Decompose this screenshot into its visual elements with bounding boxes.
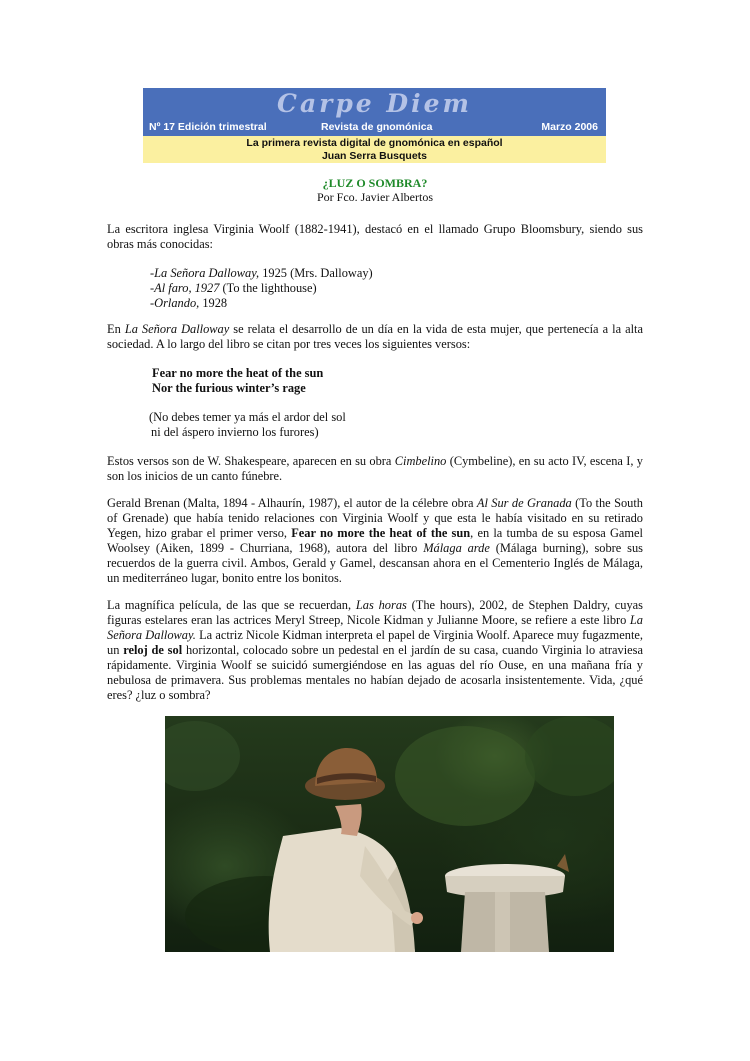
- article-title: ¿LUZ O SOMBRA?: [322, 176, 428, 190]
- editor-name: Juan Serra Busquets: [321, 149, 428, 162]
- paragraph-shakespeare: [107, 454, 643, 484]
- masthead-tagline-band: [143, 136, 606, 163]
- verse-translation: [149, 410, 346, 440]
- text-run: , en la tumba de su esposa Gamel Woolsey (Aiken, 1899 - Churriana, 1968), autora del libro: [107, 526, 643, 555]
- tagline: La primera revista digital de gnomónica en español: [246, 137, 503, 149]
- book-title: Al Sur de Granada: [476, 496, 572, 510]
- article-header: [0, 176, 750, 204]
- paragraph-text: La escritora inglesa Virginia Woolf (1882-1941), destacó en el llamado Grupo Bloomsbury, siendo sus obras más conocidas:: [107, 222, 643, 251]
- paragraph-text: [107, 496, 643, 586]
- text-run: Estos versos son de W. Shakespeare, aparecen en su obra: [107, 454, 395, 468]
- text-run: En: [107, 322, 125, 336]
- quoted-verse: Fear no more the heat of the sun: [291, 526, 471, 540]
- issue-label: Nº 17 Edición trimestral: [149, 121, 267, 133]
- paragraph-dalloway: [107, 322, 643, 352]
- paragraph-brenan: [107, 496, 643, 586]
- text-run: Gerald Brenan (Malta, 1894 - Alhaurín, 1987), el autor de la célebre obra: [107, 496, 477, 510]
- text-run: (Cymbeline), en su acto IV, escena I, y son los inicios de un canto fúnebre.: [107, 454, 643, 483]
- magazine-subtitle: Revista de gnomónica: [321, 121, 433, 133]
- paragraph-text: [107, 322, 643, 352]
- sundial-term: reloj de sol: [123, 643, 183, 657]
- book-title: Cimbelino: [394, 454, 447, 468]
- translation-line: (No debes temer ya más el ardor del sol: [149, 410, 346, 424]
- masthead-info-row: [149, 120, 598, 134]
- work-title: Al faro, 1927: [154, 281, 220, 295]
- text-run: La actriz Nicole Kidman interpreta el papel de Virginia Woolf. Aparece muy fugazmente, un: [107, 628, 643, 657]
- verse-quote: [152, 366, 323, 396]
- paragraph-intro: [107, 222, 643, 252]
- text-run: La magnífica película, de las que se recuerdan,: [107, 598, 356, 612]
- work-detail: 1928: [199, 296, 228, 310]
- list-item: -La Señora Dalloway, 1925 (Mrs. Dalloway): [150, 266, 373, 280]
- book-title: La Señora Dalloway.: [107, 613, 643, 642]
- book-title: La Señora Dalloway: [124, 322, 230, 336]
- masthead-banner: [143, 88, 606, 136]
- work-detail: (To the lighthouse): [219, 281, 317, 295]
- film-still-drawing: [165, 716, 614, 952]
- list-item: -Al faro, 1927 (To the lighthouse): [150, 281, 317, 295]
- film-title: Las horas: [355, 598, 407, 612]
- text-run: horizontal, colocado sobre un pedestal en el jardín de su casa, cuando Virginia lo atraviesa rápidamente. Virginia Woolf se suicidó sumergiéndose en las aguas del río Ouse, en una mañana fría y nebulosa de primavera. Sus problemas mentales no habían dejado de acosarla insistentemente. Vida, ¿qué eres? ¿luz o sombra?: [107, 643, 643, 702]
- article-author: Por Fco. Javier Albertos: [317, 190, 433, 204]
- paragraph-text: [107, 454, 643, 484]
- text-run: se relata el desarrollo de un día en la vida de esta mujer, que pertenecía a la alta sociedad. A lo largo del libro se citan por tres veces los siguientes versos:: [107, 322, 643, 351]
- issue-date: Marzo 2006: [541, 121, 598, 133]
- work-title: La Señora Dalloway,: [154, 266, 260, 280]
- verse-line: Nor the furious winter’s rage: [152, 381, 306, 395]
- magazine-logo-title: Carpe Diem: [277, 89, 472, 118]
- book-title: Málaga arde: [423, 541, 490, 555]
- verse-line: Fear no more the heat of the sun: [152, 366, 324, 380]
- masthead: [143, 88, 606, 163]
- text-run: (The hours), 2002, de Stephen Daldry, cuyas figuras estelares eran las actrices Meryl Streep, Nicole Kidman y Julianne Moore, se refiere a este libro: [107, 598, 643, 627]
- paragraph-the-hours: [107, 598, 643, 703]
- text-run: (Málaga burning), sobre sus recuerdos de la guerra civil. Ambos, Gerald y Gamel, descansan ahora en el Cementerio Inglés de Málaga, un mediterráneo lugar, bonito entre los bonitos.: [107, 541, 643, 585]
- list-item: -Orlando, 1928: [150, 296, 228, 310]
- film-still-image: [165, 716, 614, 952]
- paragraph-text: [107, 598, 643, 703]
- translation-line: ni del áspero invierno los furores): [151, 425, 319, 439]
- work-title: Orlando,: [154, 296, 200, 310]
- work-detail: 1925 (Mrs. Dalloway): [259, 266, 373, 280]
- works-list: [150, 266, 373, 311]
- text-run: (To the South of Grenade) que había tenido relaciones con Virginia Woolf y que esta le había visitado en su retirado Yegen, hizo grabar el primer verso,: [107, 496, 643, 540]
